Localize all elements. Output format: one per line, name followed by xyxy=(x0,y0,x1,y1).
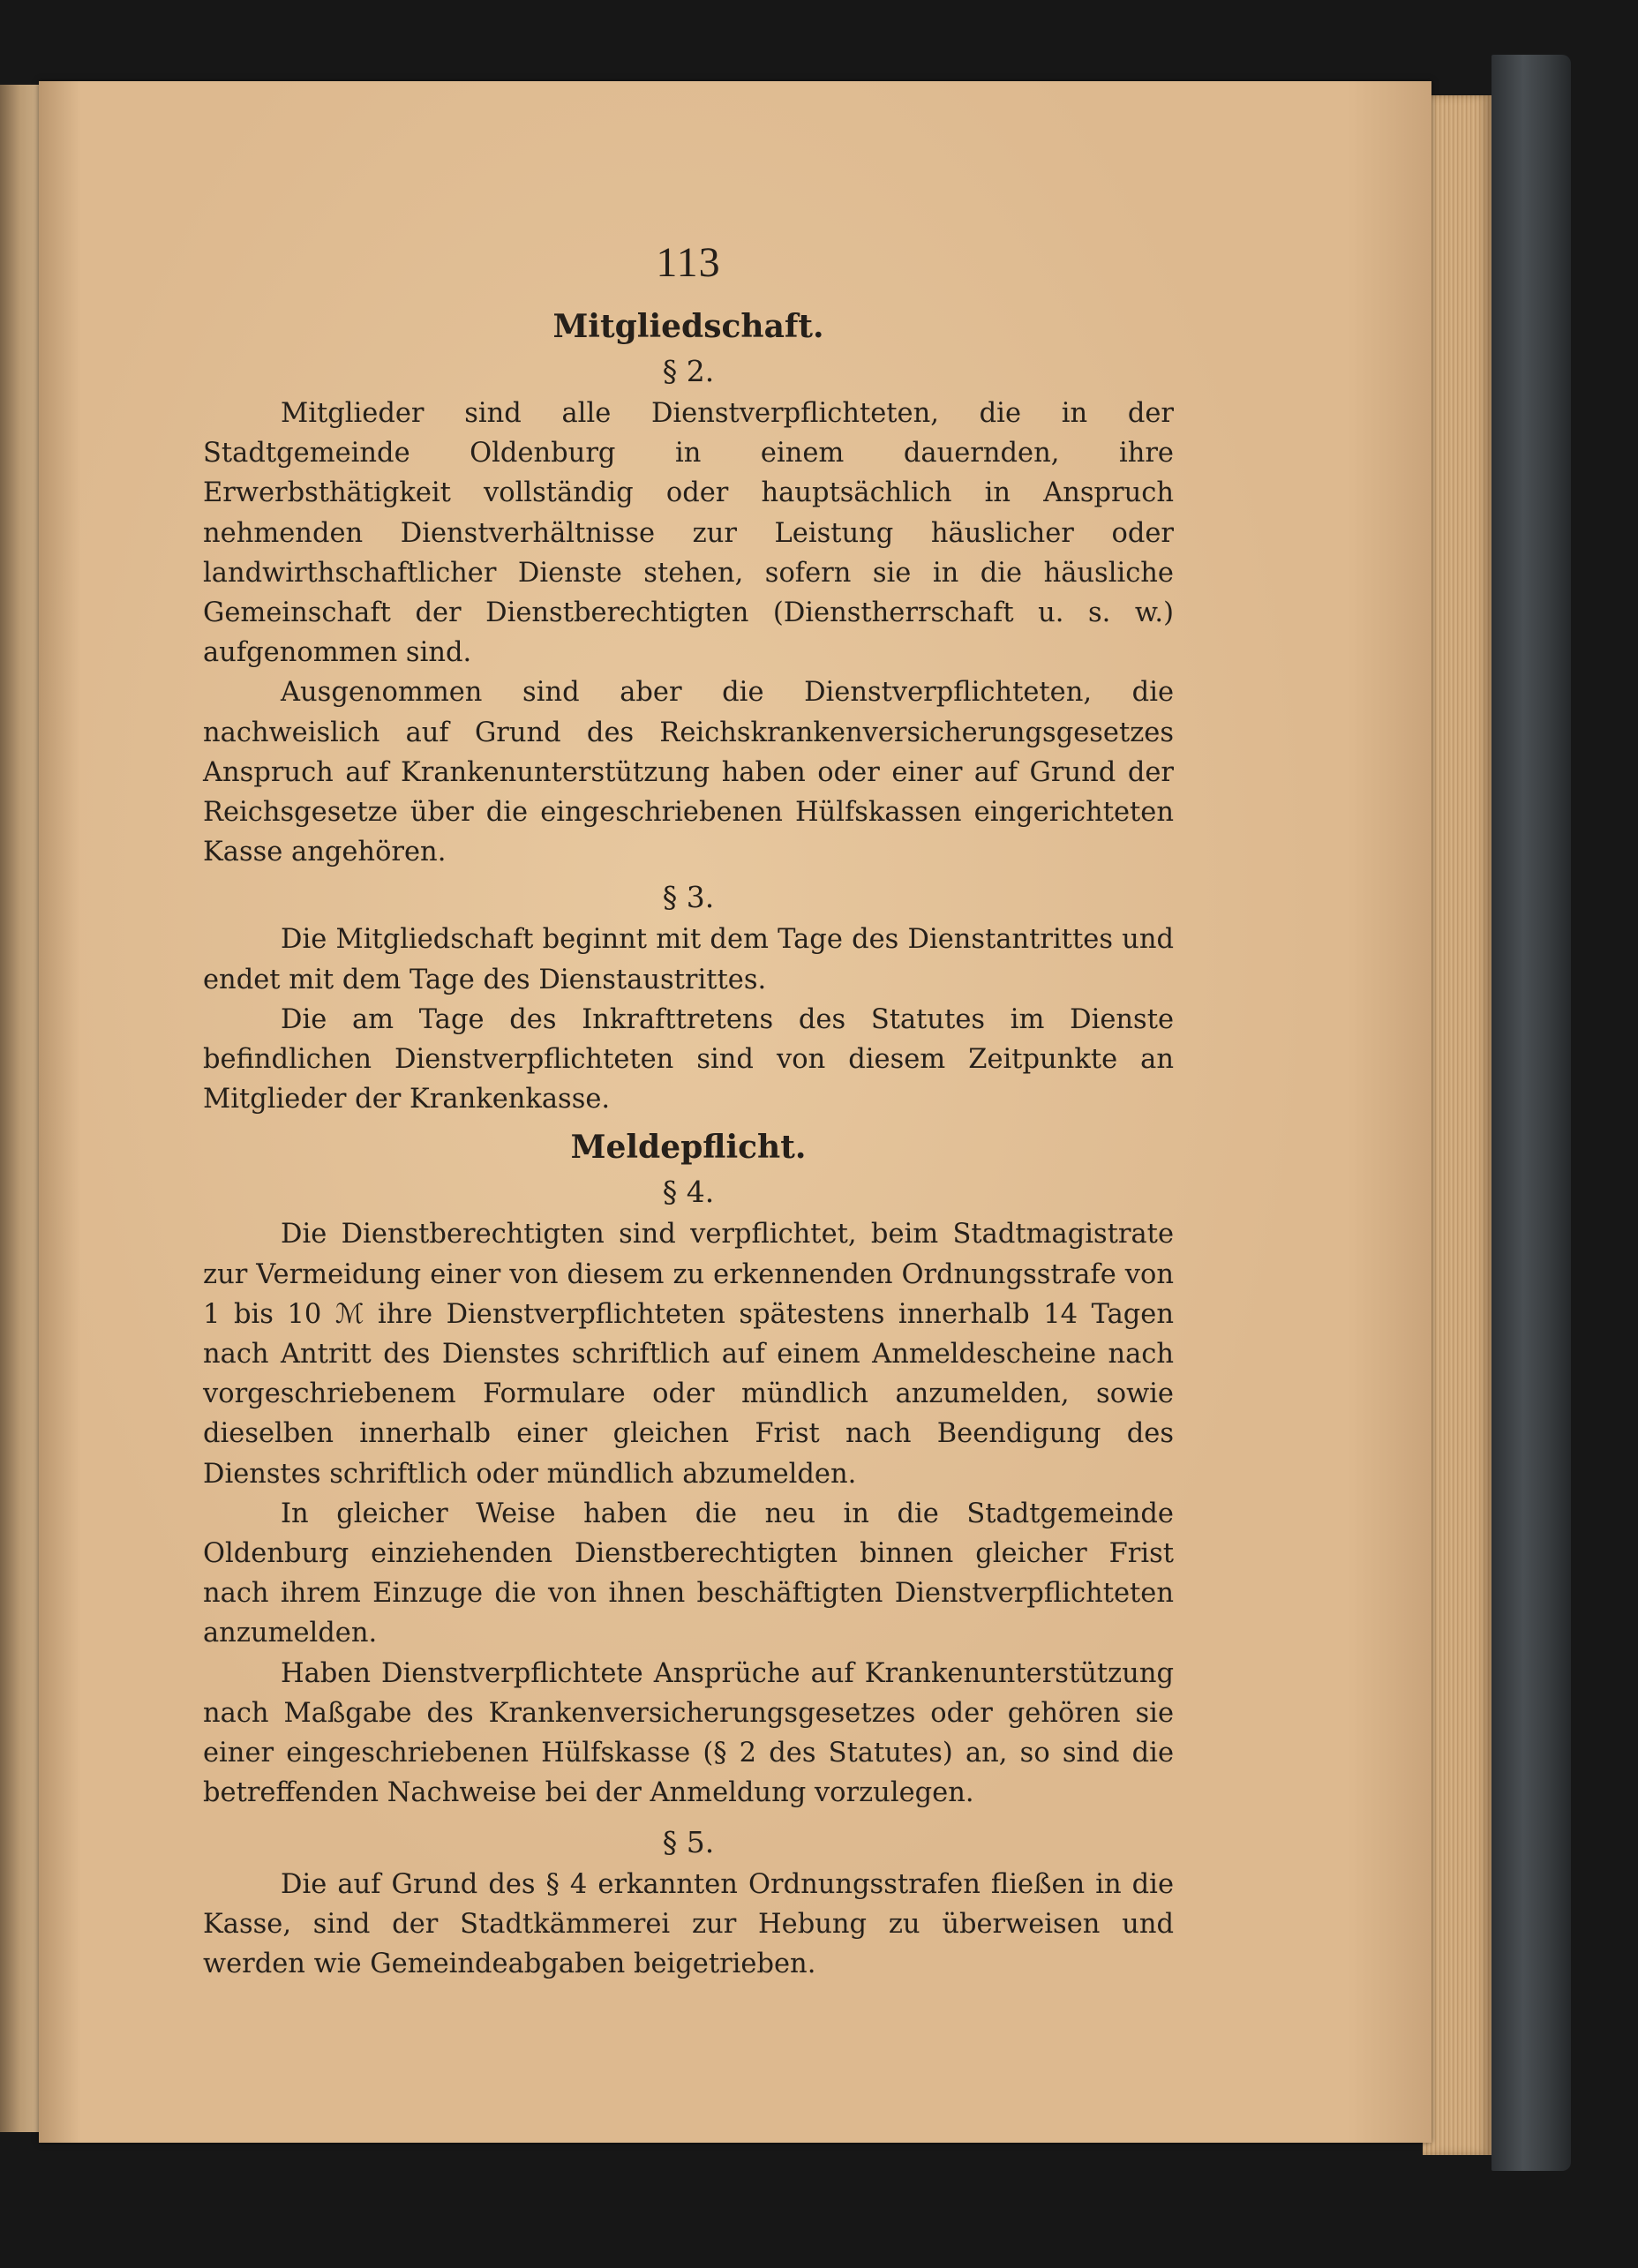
heading-meldepflicht: Meldepflicht. xyxy=(570,1129,807,1167)
paragraph: Ausgenommen sind aber die Dienstverpflichteten, die nachweislich auf Grund des Reichskrankenversicherungsgesetzes Anspruch auf Krankenunterstützung haben oder einer auf Grund der Reichsgesetze über die eingeschriebenen Hülfskassen eingerichteten Kasse angehören. xyxy=(203,677,1174,868)
paragraph: Die Mitgliedschaft beginnt mit dem Tage des Dienstantrittes und endet mit dem Tage des Dienstaustrittes. xyxy=(203,924,1174,995)
page-stack-edges xyxy=(1423,95,1491,2155)
page-number: 113 xyxy=(656,239,721,286)
section-mark-3: § 3. xyxy=(662,880,715,915)
paragraph: Die auf Grund des § 4 erkannten Ordnungsstrafen fließen in die Kasse, sind der Stadtkämmerei zur Hebung zu überweisen und werden wie Gemeindeabgaben beigetrieben. xyxy=(203,1868,1174,1979)
page-text xyxy=(203,238,1174,1984)
previous-page-edge xyxy=(0,85,44,2132)
paragraph: In gleicher Weise haben die neu in die Stadtgemeinde Oldenburg einziehenden Dienstberechtigten binnen gleicher Frist nach ihrem Einzuge die von ihnen beschäftigten Dienstverpflichteten anzumelden. xyxy=(203,1498,1174,1649)
book-cover xyxy=(1491,55,1571,2171)
paragraph: Die am Tage des Inkrafttretens des Statutes im Dienste befindlichen Dienstverpflichteten sind von diesem Zeitpunkte an Mitglieder der Krankenkasse. xyxy=(203,1003,1174,1115)
heading-mitgliedschaft: Mitgliedschaft. xyxy=(552,308,824,345)
paragraph: Die Dienstberechtigten sind verpflichtet, beim Stadtmagistrate zur Vermeidung einer von diesem zu erkennenden Ordnungsstrafe von 1 bis 10 ℳ ihre Dienstverpflichteten spätestens innerhalb 14 Tagen nach Antritt des Dienstes schriftlich auf einem Anmeldescheine nach vorgeschriebenem Formulare oder mündlich anzumelden, sowie dieselben innerhalb einer gleichen Frist nach Beendigung des Dienstes schriftlich oder mündlich abzumelden. xyxy=(203,1219,1174,1490)
section-mark-2: § 2. xyxy=(662,354,715,388)
section-mark-5: § 5. xyxy=(662,1824,715,1859)
section-mark-4: § 4. xyxy=(662,1175,715,1210)
paragraph: Haben Dienstverpflichtete Ansprüche auf Krankenunterstützung nach Maßgabe des Krankenversicherungsgesetzes oder gehören sie einer eingeschriebenen Hülfskasse (§ 2 des Statutes) an, so sind die betreffenden Nachweise bei der Anmeldung vorzulegen. xyxy=(203,1657,1174,1809)
paragraph: Mitglieder sind alle Dienstverpflichteten, die in der Stadtgemeinde Oldenburg in einem dauernden, ihre Erwerbsthätigkeit vollständig oder hauptsächlich in Anspruch nehmenden Dienstverhältnisse zur Leistung häuslicher oder landwirthschaftlicher Dienste stehen, sofern sie in die häusliche Gemeinschaft der Dienstberechtigten (Dienstherrschaft u. s. w.) aufgenommen sind. xyxy=(203,398,1174,669)
